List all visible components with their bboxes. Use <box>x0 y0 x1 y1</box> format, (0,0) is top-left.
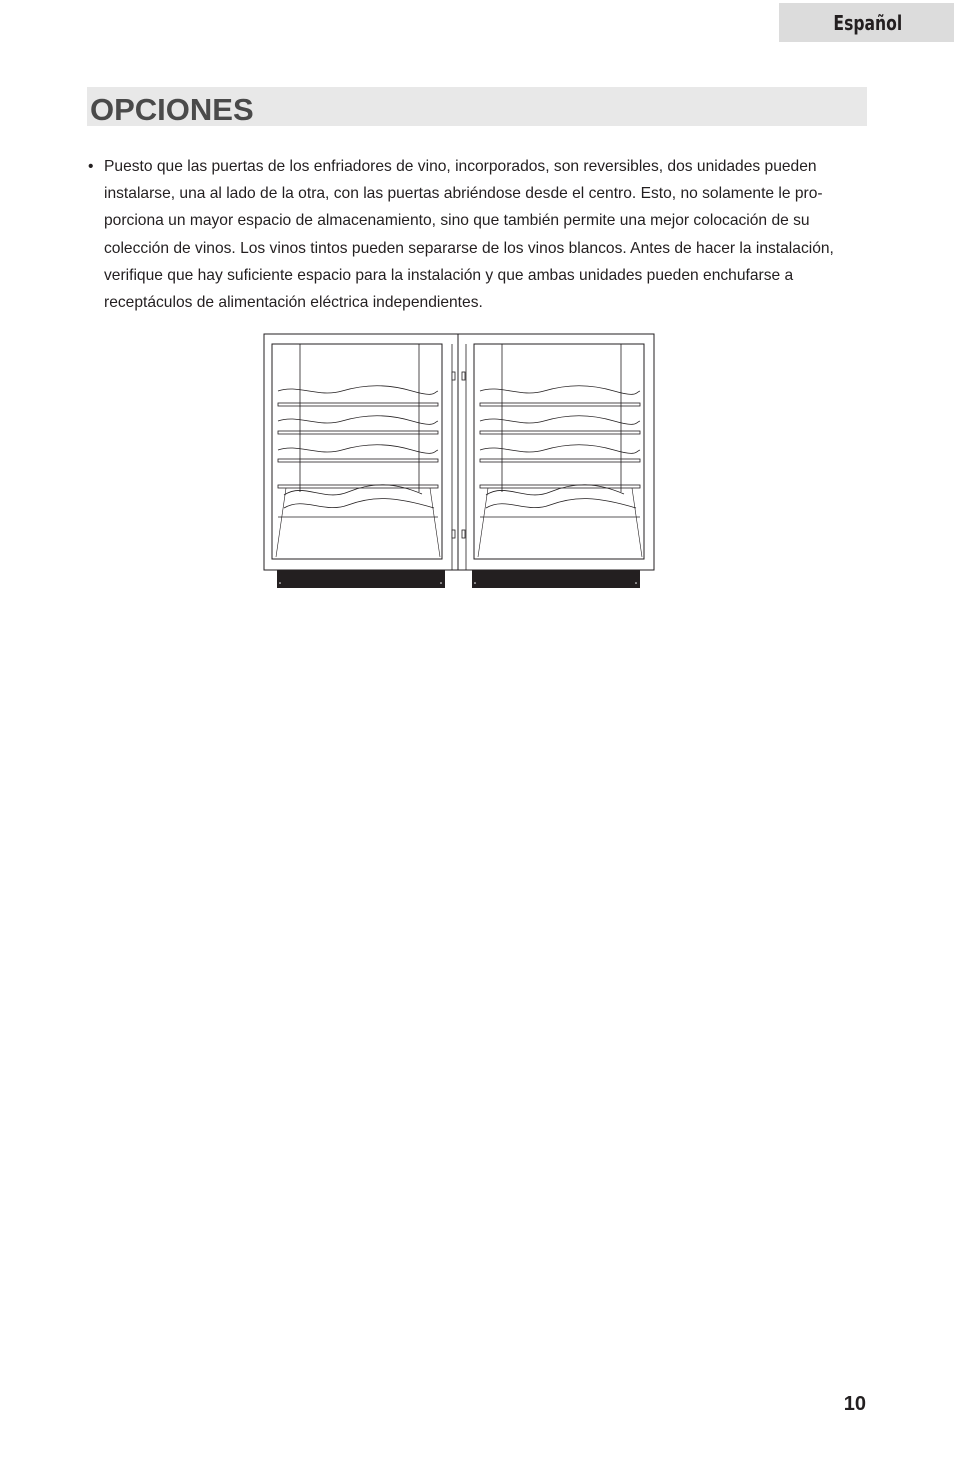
section-title: OPCIONES <box>90 92 254 127</box>
left-wine-cooler <box>272 344 455 588</box>
right-wine-cooler <box>462 344 644 588</box>
bullet-list <box>88 153 863 316</box>
language-tab <box>779 3 954 42</box>
page-number: 10 <box>843 1393 866 1415</box>
wine-coolers-illustration <box>262 332 656 590</box>
bullet-icon: • <box>88 158 94 175</box>
section-header <box>87 87 867 126</box>
language-label: Español <box>833 10 902 35</box>
list-item-text: Puesto que las puertas de los enfriadores de vino, incorporados, son reversibles, dos unidades pueden instalarse, una al lado de la otra, con las puertas abriéndose desde el centro. Esto, no solamente le pro-porciona un mayor espacio de almacenamiento, sino que también permite una mejor colocación de su colección de vinos. Los vinos tintos pueden separarse de los vinos blancos. Antes de hacer la instalación, verifique que hay suficiente espacio para la instalación y que ambas unidades pueden enchufarse a receptáculos de alimentación eléctrica independientes. <box>104 158 834 312</box>
list-item <box>88 153 863 316</box>
